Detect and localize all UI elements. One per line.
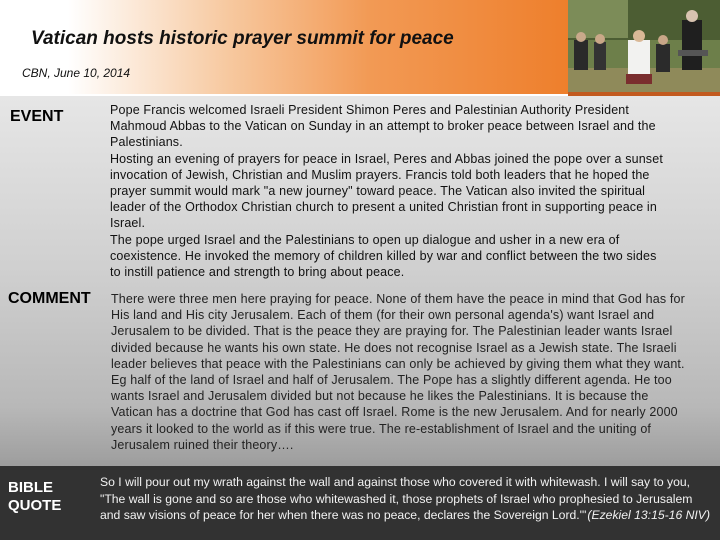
bible-quote-label (8, 479, 61, 515)
event-text (110, 102, 670, 280)
bible-quote-text (100, 474, 710, 524)
bible-verse: So I will pour out my wrath against the wall and against those who covered it with whitewash. I will say to you, "The wall is gone and so are those who whitewashed it, those prophets of Israel who prophesied to Jerusalem and saw visions of peace for her when there was no peace, declares the Sovereign Lord.'" (100, 475, 693, 522)
event-paragraph-2: Hosting an evening of prayers for peace in Israel, Peres and Abbas joined the pope over a sunset invocation of Jewish, Christian and Muslim prayers. Francis told both leaders that he hoped the prayer summit would mark "a new journey" toward peace. The Vatican also invited the spiritual leader of the Orthodox Christian church to present a united Christian front in supporting peace in Israel. (110, 151, 663, 231)
source-citation: CBN, June 10, 2014 (22, 66, 131, 80)
bible-label-line2: QUOTE (8, 497, 62, 514)
bible-reference: (Ezekiel 13:15-16 NIV) (587, 508, 710, 522)
prayer-summit-photo (568, 0, 720, 100)
event-paragraph-1: Pope Francis welcomed Israeli President Shimon Peres and Palestinian Authority President Mahmoud Abbas to the Vatican on Sunday in an attempt to broker peace between Israel and the Palestinians. (110, 103, 656, 150)
comment-label: COMMENT (8, 290, 91, 307)
event-label: EVENT (10, 108, 64, 125)
slide-title: Vatican hosts historic prayer summit for peace (31, 28, 454, 49)
comment-text: There were three men here praying for peace. None of them have the peace in mind that God has for His land and His city Jerusalem. Each of them (for their own personal agenda's) want Israel and Jerusalem to be divided. That is the peace they are praying for. The Palestinian leader wants Israel divided because he wants his own state. He does not recognise Israel as a Jewish state. The Israeli leader believes that peace with the Palestinians can only be achieved by giving them what they want. Eg half of the land of Israel and half of Jerusalem. The Pope has a slightly different agenda. He too wants Israel and Jerusalem divided but not because he likes the Palestinians. It is because the Vatican has a doctrine that God has cast off Israel. Rome is the new Jerusalem. And for nearly 2000 years it looked to the world as if this were true. The re-establishment of Israel and the uniting of Jerusalem ruined their theory…. (111, 292, 685, 452)
event-paragraph (110, 102, 670, 280)
bible-label-line1: BIBLE (8, 479, 53, 496)
news-photo (568, 0, 720, 100)
event-paragraph-3: The pope urged Israel and the Palestinians to open up dialogue and usher in a new era of coexistence. He invoked the memory of children killed by war and conflict between the two sides to instill patience and strength to bring about peace. (110, 232, 657, 280)
